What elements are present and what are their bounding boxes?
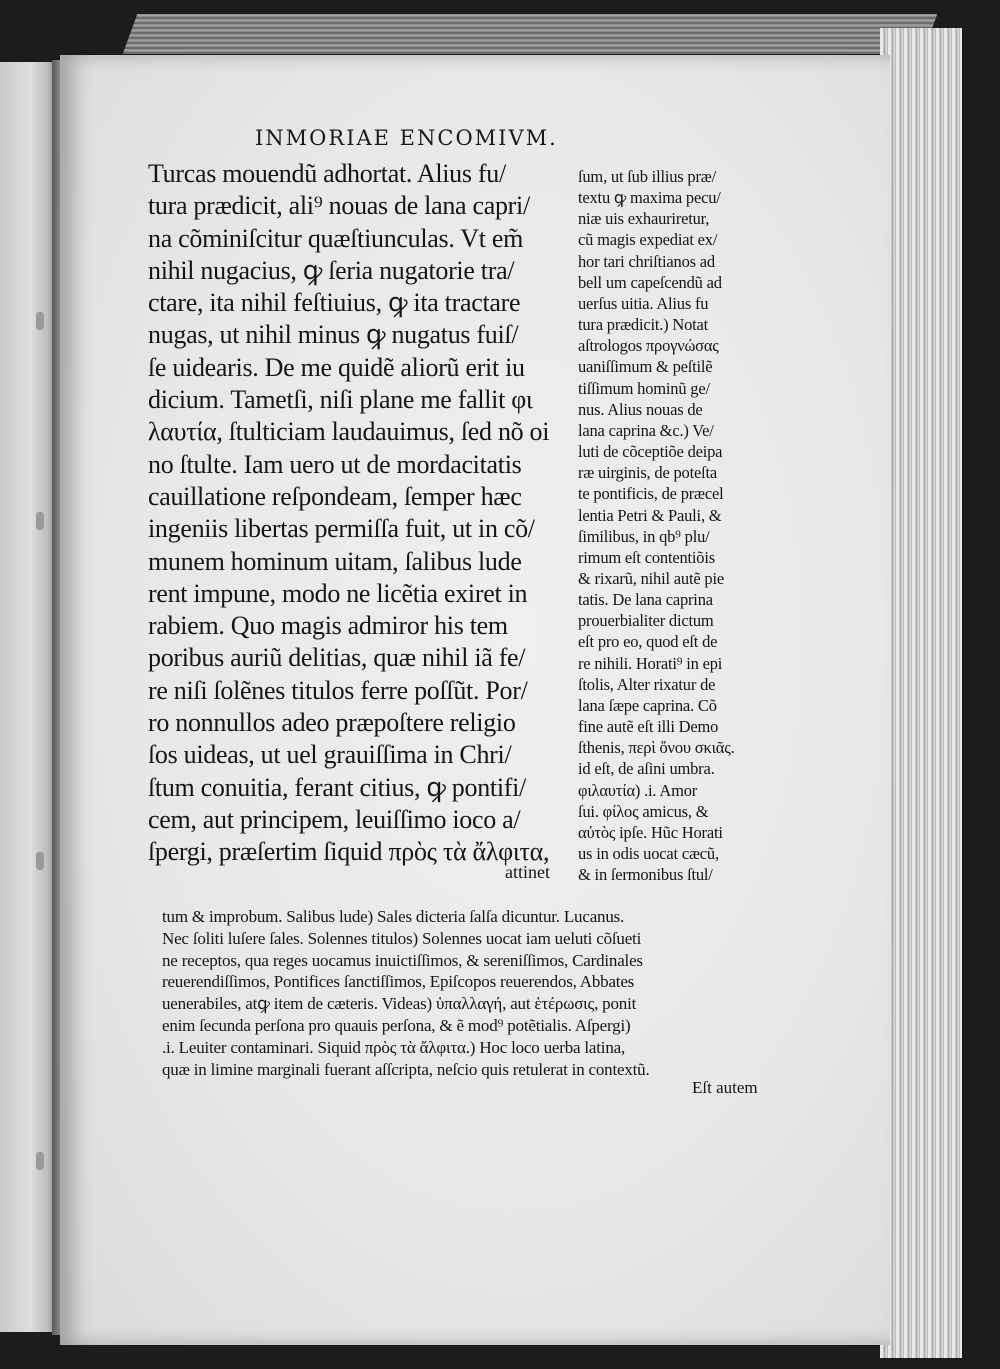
main-text-line: re niſi ſolẽnes titulos ferre poſſũt. Por/: [148, 675, 528, 705]
margin-note-line: ſtolis, Alter rixatur de: [578, 674, 716, 694]
margin-note-line: lentia Petri & Pauli, &: [578, 505, 722, 525]
fore-edge-pages: [880, 28, 962, 1358]
main-text-line: nugas, ut nihil minus ꝙ nugatus fuiſ/: [148, 320, 519, 350]
margin-note-line: & rixarũ, nihil autẽ pie: [578, 568, 724, 588]
main-text-line: ſtum conuitia, ferant citius, ꝙ pontifi/: [148, 772, 526, 802]
main-text-line: rabiem. Quo magis admiror his tem: [148, 611, 508, 641]
margin-note-line: fine autẽ eſt illi Demo: [578, 717, 719, 737]
main-text-line: ro nonnullos adeo præpoſtere religio: [148, 708, 516, 738]
margin-note-line: lana ſæpe caprina. Cõ: [578, 695, 717, 715]
top-page-edges: [123, 14, 938, 54]
main-text-column: [148, 158, 568, 869]
main-text-line: tura prædicit, ali⁹ nouas de lana capri/: [148, 191, 530, 221]
bottom-note-line: reuerendiſſimos, Pontifices ſanctiſſimos, Epiſcopos reuerendos, Abbates: [162, 972, 635, 992]
bottom-note-line: Nec ſoliti luſere ſales. Solennes titulos) Solennes uocat iam ueluti cõſueti: [162, 928, 642, 948]
main-text-line: λαυτία, ſtulticiam laudauimus, ſed nõ oi: [148, 417, 550, 447]
margin-note-line: ſui. φίλος amicus, &: [578, 801, 709, 821]
margin-note-line: ſthenis, περὶ ὄνου σκιᾶς.: [578, 738, 735, 758]
left-page-edge: [0, 62, 56, 1332]
margin-note-line: aſtrologos προγνώσας: [578, 336, 719, 356]
bottom-note-line: .i. Leuiter contaminari. Siquid πρὸς τὰ ἄλφιτα.) Hoc loco uerba latina,: [162, 1037, 626, 1057]
bottom-note-line: ne receptos, qua reges uocamus inuictiſſimos, & sereniſſimos, Cardinales: [162, 950, 643, 970]
page-catchword: Eſt autem: [692, 1078, 758, 1097]
margin-note-line: αὐτὸς ipſe. Hũc Horati: [578, 822, 723, 842]
margin-note-line: cũ magis expediat ex/: [578, 230, 718, 250]
margin-note-line: bell um capeſcendũ ad: [578, 272, 722, 292]
margin-note-line: tatis. De lana caprina: [578, 590, 713, 610]
margin-note-line: nus. Alius nouas de: [578, 399, 703, 419]
margin-note-line: id eſt, de aſini umbra.: [578, 759, 715, 779]
margin-note-line: prouerbialiter dictum: [578, 611, 714, 631]
margin-note-line: niæ uis exhauriretur,: [578, 209, 710, 229]
margin-note-line: hor tari chriſtianos ad: [578, 251, 715, 271]
margin-note-line: eſt pro eo, quod eſt de: [578, 632, 718, 652]
margin-note-line: luti de cõceptiõe deipa: [578, 442, 723, 462]
main-text-line: munem hominum uitam, ſalibus lude: [148, 546, 522, 576]
marginal-commentary: [578, 166, 778, 885]
bottom-note-line: tum & improbum. Salibus lude) Sales dicteria ſalſa dicuntur. Lucanus.: [162, 907, 625, 926]
margin-note-line: ſum, ut ſub illius præ/: [578, 167, 716, 186]
main-text-line: no ſtulte. Iam uero ut de mordacitatis: [148, 449, 522, 479]
margin-note-line: re nihili. Horati⁹ in epi: [578, 653, 723, 673]
margin-note-line: uerſus uitia. Alius fu: [578, 293, 709, 313]
margin-note-line: ſimilibus, in qb⁹ plu/: [578, 526, 710, 546]
main-text-line: cem, aut principem, leuiſſimo ioco a/: [148, 804, 521, 834]
main-text-line: ſpergi, præſertim ſiquid πρὸς τὰ ἄλφιτα,: [148, 837, 550, 867]
main-text-line: ſos uideas, ut uel grauiſſima in Chri/: [148, 740, 512, 770]
running-head: INMORIAE ENCOMIVM.: [255, 126, 558, 150]
margin-note-line: te pontificis, de præcel: [578, 484, 724, 504]
margin-note-line: uaniſſimum & peſtilẽ: [578, 357, 713, 377]
main-text-line: ingeniis libertas permiſſa fuit, ut in cõ/: [148, 514, 535, 544]
margin-note-line: rimum eſt contentiõis: [578, 547, 715, 567]
margin-note-line: lana caprina &c.) Ve/: [578, 420, 714, 440]
main-text-line: cauillatione reſpondeam, ſemper hæc: [148, 481, 522, 511]
margin-note-line: ræ uirginis, de poteſta: [578, 463, 717, 483]
main-text-line: na cõminiſcitur quæſtiunculas. Vt em̃: [148, 223, 524, 253]
margin-note-line: tura prædicit.) Notat: [578, 315, 709, 335]
main-text-line: dicium. Tametſi, niſi plane me fallit φι: [148, 385, 533, 415]
bottom-commentary: [162, 906, 787, 1080]
margin-note-line: us in odis uocat cæcũ,: [578, 844, 719, 863]
margin-note-line: textu ꝙ maxima pecu/: [578, 188, 721, 208]
margin-note-line: φιλαυτία) .i. Amor: [578, 780, 698, 800]
margin-note-line: tiſſimum hominũ ge/: [578, 378, 710, 398]
main-column-catchword: attinet: [505, 862, 550, 882]
bottom-note-line: uenerabiles, atꝙ item de cæteris. Videas) ὑπαλλαγή, aut ἑτέρωσις, ponit: [162, 994, 637, 1014]
main-text-line: nihil nugacius, ꝙ ſeria nugatorie tra/: [148, 255, 515, 285]
main-text-line: Turcas mouendũ adhortat. Alius fu/: [148, 159, 506, 188]
main-text-line: rent impune, modo ne licẽtia exiret in: [148, 578, 528, 608]
bottom-note-line: enim ſecunda perſona pro quauis perſona, & ẽ mod⁹ potẽtialis. Aſpergi): [162, 1015, 631, 1035]
bottom-note-line: quæ in limine marginali fuerant aſſcripta, neſcio quis retulerat in contextũ.: [162, 1059, 650, 1079]
main-text-line: ſe uidearis. De me quidẽ aliorũ erit iu: [148, 352, 525, 382]
main-text-line: ctare, ita nihil feſtiuius, ꝙ ita tractare: [148, 288, 521, 318]
main-text-line: poribus auriũ delitias, quæ nihil iã fe/: [148, 643, 526, 673]
margin-note-line: & in ſermonibus ſtul/: [578, 865, 713, 885]
